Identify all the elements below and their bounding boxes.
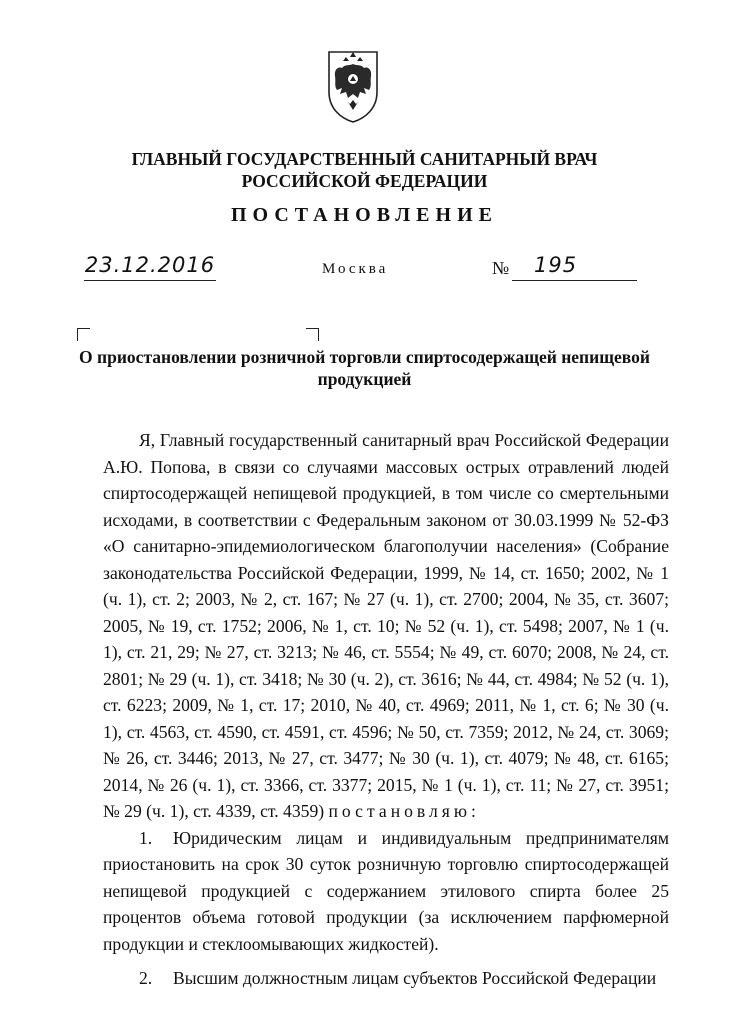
item-text: Юридическим лицам и индивидуальным предпринимателям приостановить на срок 30 суток розничную торговлю спиртосодержащей непищевой продукцией с содержанием этилового спирта более 25 процентов объема готовой продукции (за исключением парфюмерной продукции и стеклоомывающих жидкостей). [103,827,669,954]
item-text: Высшим должностным лицам субъектов Российской Федерации [173,968,657,988]
document-title [60,346,669,390]
preamble-paragraph [103,427,669,825]
title-corner-mark-right [306,328,319,341]
authority-name-line2: РОССИЙСКОЙ ФЕДЕРАЦИИ [241,171,488,191]
document-date: 23.12.2016 [84,250,216,281]
preamble-text: Я, Главный государственный санитарный врач Российской Федерации А.Ю. Попова, в связи со случаями массовых острых отравлений людей спиртосодержащей непищевой продукцией, в том числе со смертельными исходами, в соответствии с Федеральным законом от 30.03.1999 № 52-ФЗ «О санитарно-эпидемиологическом благополучии населения» (Собрание законодательства Российской Федерации, 1999, № 14, ст. 1650; 2002, № 1 (ч. 1), ст. 2; 2003, № 2, ст. 167; № 27 (ч. 1), ст. 2700; 2004, № 35, ст. 3607; 2005, № 19, ст. 1752; 2006, № 1, ст. 10; № 52 (ч. 1), ст. 5498; 2007, № 1 (ч. 1), ст. 21, 29; № 27, ст. 3213; № 46, ст. 5554; № 49, ст. 6070; 2008, № 24, ст. 2801; № 29 (ч. 1), ст. 3418; № 30 (ч. 2), ст. 3616; № 44, ст. 4984; № 52 (ч. 1), ст. 6223; 2009, № 1, ст. 17; 2010, № 40, ст. 4969; 2011, № 1, ст. 6; № 30 (ч. 1), ст. 4563, ст. 4590, ст. 4591, ст. 4596; № 50, ст. 7359; 2012, № 24, ст. 3069; № 26, ст. 3446; 2013, № 27, ст. 3477; № 30 (ч. 1), ст. 4079; № 48, ст. 6165; 2014, № 26 (ч. 1), ст. 3366, ст. 3377; 2015, № 1 (ч. 1), ст. 11; № 27, ст. 3951; № 29 (ч. 1), ст. 4339, ст. 4359) [103,430,669,821]
document-number: 195 [512,250,637,281]
decree-item [103,965,669,992]
document-title-line2: продукцией [317,369,412,389]
document-title-line1: О приостановлении розничной торговли спиртосодержащей непищевой [79,347,650,367]
authority-name-line1: ГЛАВНЫЙ ГОСУДАРСТВЕННЫЙ САНИТАРНЫЙ ВРАЧ [131,149,598,169]
number-sign: № [492,258,510,278]
decree-word: постановляю: [328,801,480,821]
document-type-heading: ПОСТАНОВЛЕНИЕ [231,204,498,226]
item-number: 1. [139,827,153,848]
decree-item [103,825,669,958]
document-body [103,427,669,992]
document-city: Москва [322,261,389,277]
title-corner-mark-left [77,328,90,341]
item-number: 2. [139,968,153,988]
coat-of-arms-emblem [326,48,380,124]
